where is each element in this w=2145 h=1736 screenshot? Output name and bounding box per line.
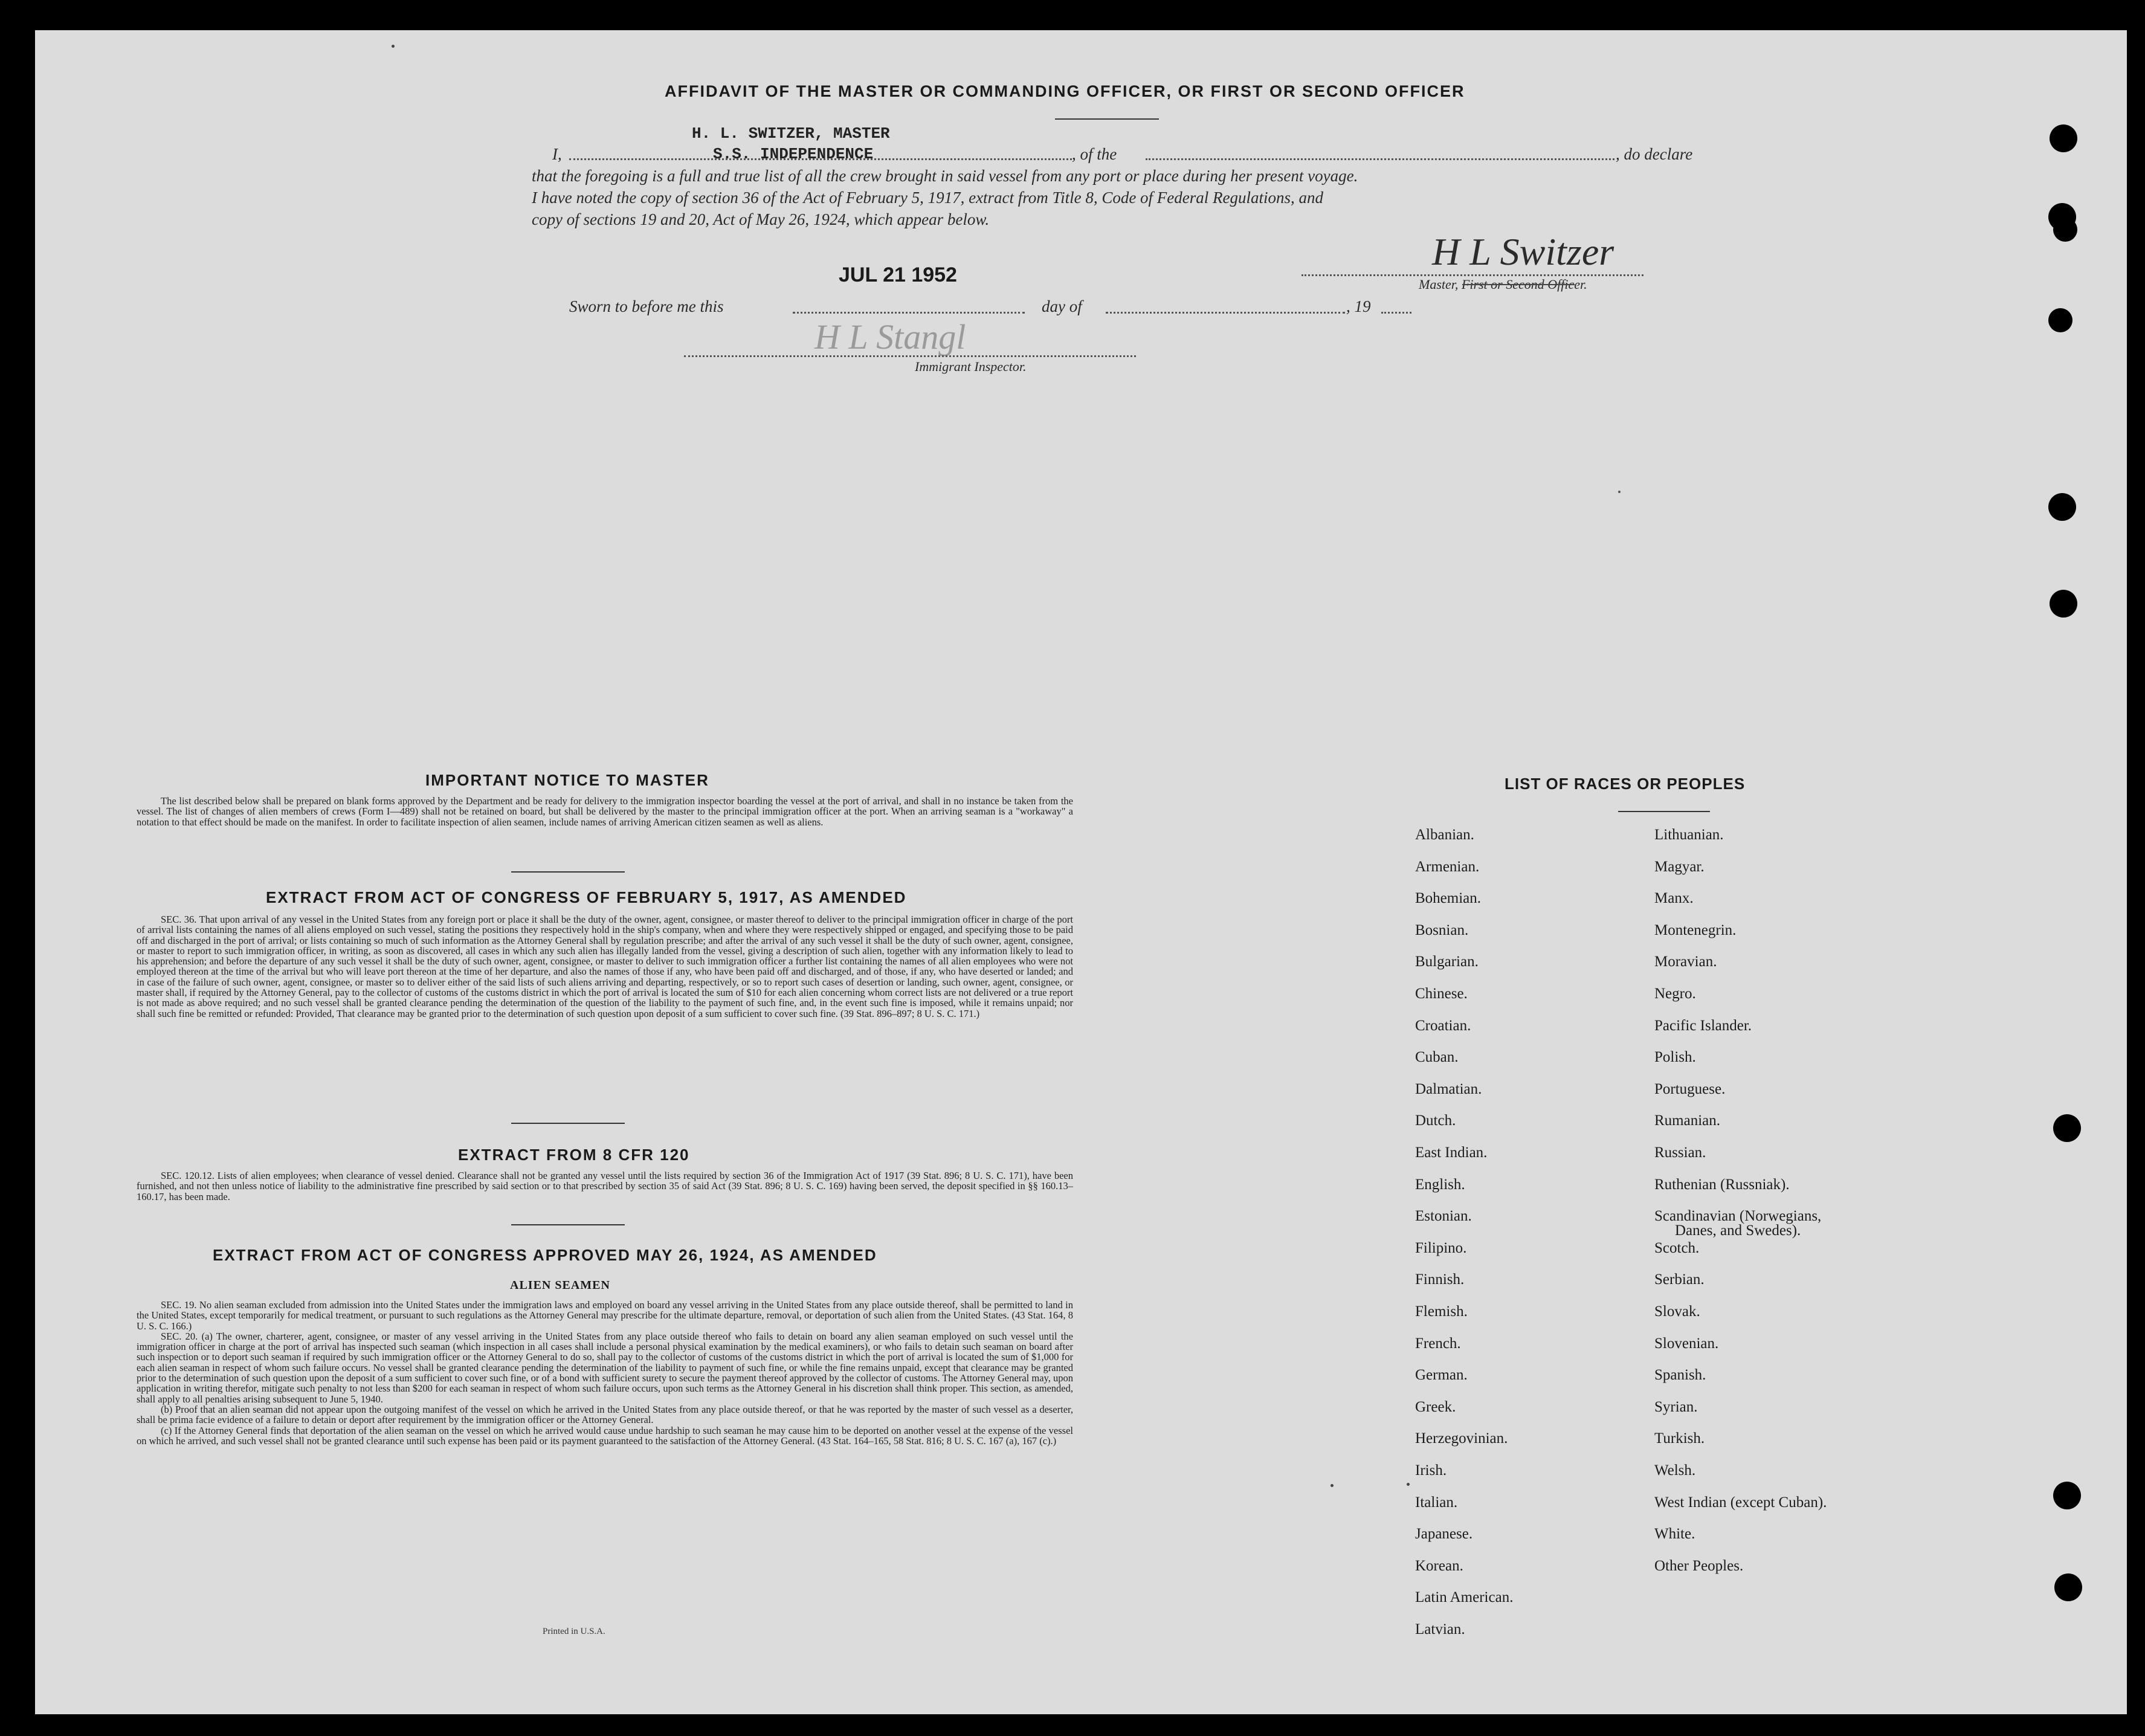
race-item: French. xyxy=(1415,1335,1461,1352)
race-item: Albanian. xyxy=(1415,827,1474,843)
race-item: White. xyxy=(1654,1526,1695,1543)
race-item: Scandinavian (Norwegians, xyxy=(1654,1208,1822,1225)
race-item: Syrian. xyxy=(1654,1398,1698,1415)
race-item: Pacific Islander. xyxy=(1654,1017,1752,1034)
declaration-line-2: that the foregoing is a full and true list of all the crew brought in said vessel from any port or place during her present voyage. xyxy=(532,167,1358,185)
date-stamp: JUL 21 1952 xyxy=(839,263,957,286)
signature-line xyxy=(1302,274,1643,276)
punch-hole xyxy=(2050,124,2077,152)
extract-1917-title: EXTRACT FROM ACT OF CONGRESS OF FEBRUARY 5, 1917, AS AMENDED xyxy=(266,888,907,906)
affidavit-title: AFFIDAVIT OF THE MASTER OR COMMANDING OFFICER, OR FIRST OR SECOND OFFICER xyxy=(665,82,1465,100)
race-item: Rumanian. xyxy=(1654,1112,1721,1129)
punch-hole xyxy=(2048,493,2076,521)
race-item: Montenegrin. xyxy=(1654,921,1737,938)
rule-2 xyxy=(511,1123,625,1124)
race-item: Bohemian. xyxy=(1415,890,1482,907)
race-item: Korean. xyxy=(1415,1557,1463,1574)
race-item: Welsh. xyxy=(1654,1462,1696,1479)
race-item: East Indian. xyxy=(1415,1144,1488,1161)
race-item: Filipino. xyxy=(1415,1239,1467,1256)
officer-label-text: Master, First or Second Officer. xyxy=(1419,277,1587,292)
race-item: Serbian. xyxy=(1654,1271,1705,1288)
strikeout xyxy=(1462,284,1575,285)
race-item: West Indian (except Cuban). xyxy=(1654,1494,1827,1511)
race-item: Greek. xyxy=(1415,1398,1456,1415)
sec20a-paragraph: SEC. 20. (a) The owner, charterer, agent, consignee, or master of any vessel arriving in the United States from any place outside thereof who fails to detain on board any alien seaman employed on such vessel until the immigration officer in charge at the port of arrival has inspected such seaman (which inspection in all cases shall include a personal physical examination by the medical examiners), or who fails to detain such seaman on board after such inspection or to deport such seaman if required by such immigration officer or the Attorney General to do so, shall pay to the collector of customs of the customs district in which the port of arrival is located the sum of $1,000 for each alien seaman in respect of whom such failure occurs. No vessel shall be granted clearance pending the determination of the liability to payment of such fine, or while the fine remains unpaid, except that clearance may be granted prior to the determination of such question upon the deposit of a sum sufficient to cover such fine, or of a bond with sufficient surety to secure the payment thereof approved by the collector of customs. The Attorney General may, upon application in writing therefor, mitigate such penalty to not less than $200 for each seaman in respect of whom such failure occurs, upon such terms as the Attorney General in his discretion shall think proper. This section, as amended, shall apply to all penalties arising subsequent to June 5, 1940. xyxy=(137,1330,1073,1405)
race-item: Danes, and Swedes). xyxy=(1675,1222,1801,1239)
race-item: Italian. xyxy=(1415,1494,1458,1511)
year-label: , 19 xyxy=(1346,297,1371,315)
race-item: Bosnian. xyxy=(1415,921,1469,938)
race-item: Slovenian. xyxy=(1654,1335,1719,1352)
race-item: Spanish. xyxy=(1654,1367,1706,1384)
inspector-signature: H L Stangl xyxy=(814,317,966,357)
vessel-line xyxy=(1146,158,1614,160)
rule-1 xyxy=(511,871,625,873)
race-item: Polish. xyxy=(1654,1049,1696,1066)
speck xyxy=(1331,1484,1334,1487)
race-item: Japanese. xyxy=(1415,1526,1473,1543)
race-item: Latvian. xyxy=(1415,1621,1465,1638)
race-item: Flemish. xyxy=(1415,1303,1468,1320)
inspector-label: Immigrant Inspector. xyxy=(915,359,1027,374)
race-item: English. xyxy=(1415,1176,1465,1193)
race-item: Turkish. xyxy=(1654,1430,1705,1447)
title-rule xyxy=(1055,118,1159,120)
race-item: Dutch. xyxy=(1415,1112,1456,1129)
vessel-name: S.S. INDEPENDENCE xyxy=(713,145,874,163)
race-item: Bulgarian. xyxy=(1415,954,1479,970)
sec20b-paragraph: (b) Proof that an alien seaman did not appear upon the outgoing manifest of the vessel on which he arrived in the United States from any place outside thereof, or that he was reported by the master of such vessel as a deserter, shall be prima facie evidence of a failure to detain or deport after requirement by the immigration officer or the Attorney General. xyxy=(137,1403,1073,1426)
race-item: Chinese. xyxy=(1415,986,1468,1002)
notice-paragraph: The list described below shall be prepared on blank forms approved by the Department and be ready for delivery to the immigration inspector boarding the vessel at the port of arrival, and shall in no instance be taken from the vessel. The list of changes of alien members of crews (Form I—489) shall not be retained on board, but shall be delivered by the master to the principal immigration officer at the port. When an arriving seaman is a "workaway" a notation to that effect should be made on the manifest. In order to facilitate inspection of alien seamen, include names of arriving American citizen seamen as well as aliens. xyxy=(137,795,1073,828)
race-item: Ruthenian (Russniak). xyxy=(1654,1176,1790,1193)
races-rule xyxy=(1618,811,1710,812)
punch-hole xyxy=(2048,308,2072,332)
sworn-day-line xyxy=(793,312,1025,314)
extract-cfr-paragraph: SEC. 120.12. Lists of alien employees; when clearance of vessel denied. Clearance shall not be granted any vessel until the lists required by section 36 of the Immigration Act of 1917 (39 Stat. 896; 8 U. S. C. 171), have been furnished, and not then unless notice of liability to the administrative fine prescribed by said section or to that prescribed by section 35 of said Act (39 Stat. 896; 8 U. S. C. 169) having been served, the deposit specified in §§ 160.13–160.17, has been made. xyxy=(137,1170,1073,1202)
race-item: Negro. xyxy=(1654,986,1696,1002)
punch-hole xyxy=(2053,1482,2081,1509)
races-title: LIST OF RACES OR PEOPLES xyxy=(1505,775,1746,793)
race-item: Russian. xyxy=(1654,1144,1706,1161)
race-item: Other Peoples. xyxy=(1654,1557,1744,1574)
race-item: Lithuanian. xyxy=(1654,827,1724,843)
race-item: Irish. xyxy=(1415,1462,1447,1479)
sec20c-paragraph: (c) If the Attorney General finds that deportation of the alien seaman on the vessel on which he arrived would cause undue hardship to such seaman he may cause him to be deported on another vessel at the expense of the vessel on which he arrived, and such vessel shall not be granted clearance until such expense has been paid or its payment guaranteed to the satisfaction of the Attorney General. (43 Stat. 164–165, 58 Stat. 816; 8 U. S. C. 167 (a), 167 (c).) xyxy=(137,1424,1073,1447)
extract-cfr-text xyxy=(137,1170,1073,1202)
race-item: Estonian. xyxy=(1415,1208,1472,1225)
race-item: Scotch. xyxy=(1654,1239,1700,1256)
master-signature: H L Switzer xyxy=(1432,230,1614,273)
punch-hole xyxy=(2053,1114,2081,1142)
sworn-label: Sworn to before me this xyxy=(569,297,724,315)
do-declare-label: , do declare xyxy=(1616,145,1693,163)
race-item: Portuguese. xyxy=(1654,1080,1726,1097)
race-item: Dalmatian. xyxy=(1415,1080,1482,1097)
punch-hole xyxy=(2054,1573,2082,1601)
punch-hole xyxy=(2053,218,2077,242)
declaration-line-4: copy of sections 19 and 20, Act of May 26, 1924, which appear below. xyxy=(532,210,990,228)
of-the-label: , of the xyxy=(1072,145,1117,163)
speck xyxy=(392,45,395,48)
i-label: I, xyxy=(552,145,562,163)
day-of-label: day of xyxy=(1042,297,1082,315)
speck xyxy=(1618,491,1621,493)
sec19-paragraph: SEC. 19. No alien seaman excluded from admission into the United States under the immigration laws and employed on board any vessel arriving in the United States from any place outside thereof, shall be permitted to land in the United States, except temporarily for medical treatment, or pursuant to such regulations as the Attorney General may prescribe for the ultimate departure, removal, or deportation of such alien from the United States. (43 Stat. 164, 8 U. S. C. 166.) xyxy=(137,1299,1073,1332)
race-item: Magyar. xyxy=(1654,858,1705,875)
race-item: Cuban. xyxy=(1415,1049,1459,1066)
document-page xyxy=(35,30,2127,1714)
declaration-line-3: I have noted the copy of section 36 of the Act of February 5, 1917, extract from Title 8, Code of Federal Regulations, and xyxy=(532,189,1324,207)
race-item: Herzegovinian. xyxy=(1415,1430,1508,1447)
alien-seamen-subtitle: ALIEN SEAMEN xyxy=(510,1279,610,1292)
race-item: Croatian. xyxy=(1415,1017,1471,1034)
race-item: German. xyxy=(1415,1367,1468,1384)
notice-text xyxy=(137,796,1073,827)
race-item: Finnish. xyxy=(1415,1271,1465,1288)
extract-1924-text xyxy=(137,1300,1073,1446)
printed-in-usa: Printed in U.S.A. xyxy=(543,1627,605,1636)
notice-title: IMPORTANT NOTICE TO MASTER xyxy=(425,771,709,789)
extract-1924-title: EXTRACT FROM ACT OF CONGRESS APPROVED MAY 26, 1924, AS AMENDED xyxy=(213,1246,877,1264)
race-item: Moravian. xyxy=(1654,954,1717,970)
speck xyxy=(1407,1483,1410,1486)
extract-1917-text xyxy=(137,914,1073,1019)
race-item: Armenian. xyxy=(1415,858,1480,875)
master-name: H. L. SWITZER, MASTER xyxy=(692,124,890,143)
sworn-year-line xyxy=(1381,312,1411,314)
extract-1917-paragraph: SEC. 36. That upon arrival of any vessel in the United States from any foreign port or place it shall be the duty of the owner, agent, consignee, or master thereof to deliver to the principal immigration officer in charge of the port of arrival lists containing the names of all aliens employed on such vessel, stating the positions they respectively hold in the ship's company, when and where they were respectively shipped or engaged, and specifying those to be paid off and discharged in the port of arrival; or lists containing so much of such information as the Attorney General shall by regulation prescribe; and after the arrival of any such vessel it shall be the duty of such owner, agent, consignee, or master to report to such immigration officer, in writing, as soon as discovered, all cases in which any such alien has illegally landed from the vessel, giving a description of such alien, together with any information likely to lead to his apprehension; and before the departure of any such vessel it shall be the duty of such owner, agent, consignee, or master to deliver to such immigration officer a further list containing the names of all alien employees who were not employed thereon at the time of the arrival but who will leave port thereon at the time of her departure, and also the names of those if any, who have been paid off and discharged, and of those, if any, who have deserted or landed; and in case of the failure of such owner, agent, consignee, or master so to deliver either of the said lists of such aliens arriving and departing, respectively, or so to report such cases of desertion or landing, such owner, agent, consignee, or master shall, if required by the Attorney General, pay to the collector of customs of the customs district in which the port of arrival is located the sum of $10 for each alien concerning whom correct lists are not delivered or a true report is not made as above required; and no such vessel shall be granted clearance pending the determination of the question of the liability to the payment of such fine, and, in the event such fine is imposed, while it remains unpaid; nor shall such fine be remitted or refunded: Provided, That clearance may be granted prior to the determination of such question upon deposit of a sum sufficient to cover such fine. (39 Stat. 896–897; 8 U. S. C. 171.) xyxy=(137,914,1073,1019)
punch-hole xyxy=(2050,590,2077,618)
rule-3 xyxy=(511,1224,625,1225)
race-item: Manx. xyxy=(1654,890,1694,907)
extract-cfr-title: EXTRACT FROM 8 CFR 120 xyxy=(458,1146,690,1164)
race-item: Latin American. xyxy=(1415,1589,1514,1606)
race-item: Slovak. xyxy=(1654,1303,1700,1320)
sworn-month-line xyxy=(1106,312,1345,314)
inspector-line xyxy=(684,355,1136,357)
